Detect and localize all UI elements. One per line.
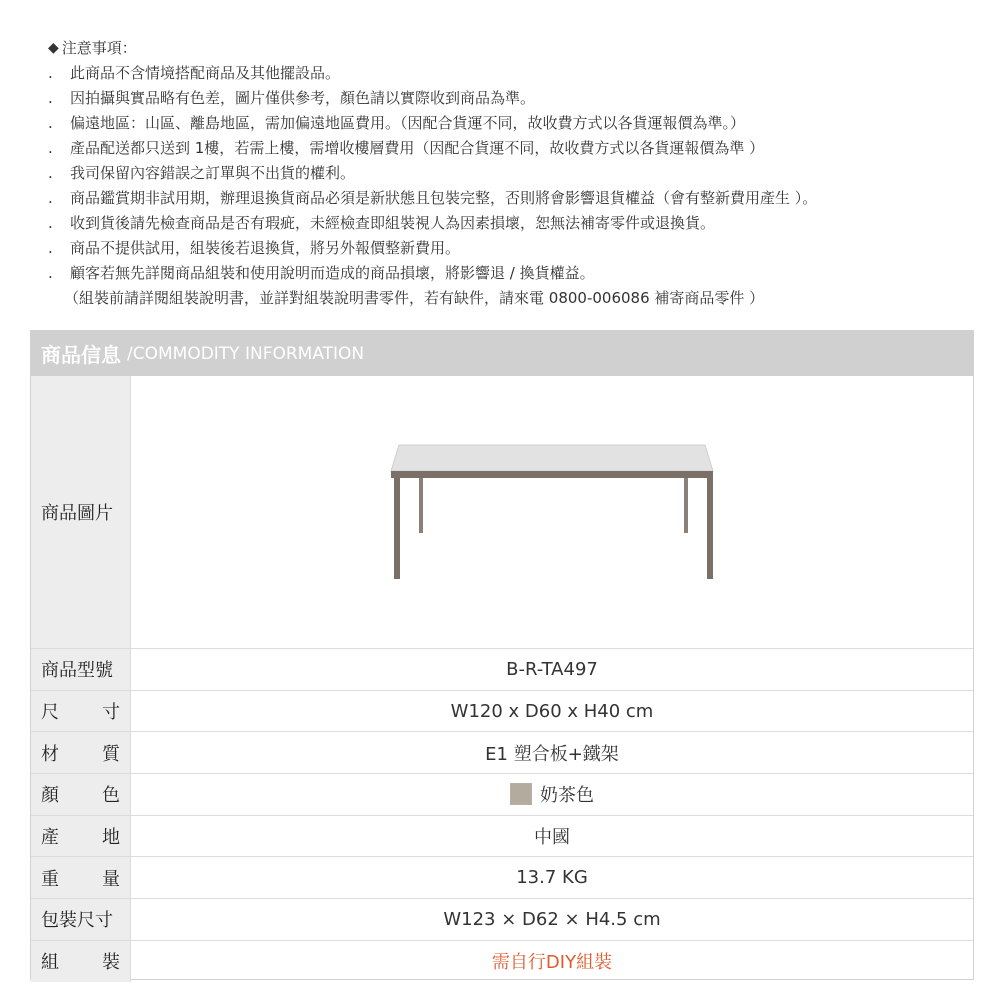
- list-item: . 此商品不含情境搭配商品及其他擺設品。: [48, 64, 341, 82]
- list-item: . 商品不提供試用，組裝後若退換貨，將另外報價整新費用。: [48, 239, 461, 257]
- table-row: [31, 940, 973, 982]
- info-subtitle: /COMMODITY INFORMATION: [127, 343, 365, 364]
- list-item: . 產品配送都只送到 1樓，若需上樓，需增收樓層費用（因配合貨運不同，故收費方式以各貨運報價為準 ）: [48, 139, 765, 157]
- product-image: [131, 376, 973, 648]
- table-row: [31, 898, 973, 940]
- model-value: B-R-TA497: [506, 658, 598, 680]
- origin-value: 中國: [534, 827, 570, 849]
- table-row: [31, 648, 973, 690]
- table-leg-front-right: [707, 478, 713, 579]
- list-item: . 收到貨後請先檢查商品是否有瑕疵，未經檢查即組裝視人為因素損壞，恕無法補寄零件或退換貨。: [48, 214, 716, 232]
- row-label: 顏 色: [31, 774, 131, 815]
- table-leg-front-left: [394, 478, 400, 579]
- list-item: . 因拍攝與實品略有色差，圖片僅供參考，顏色請以實際收到商品為準。: [48, 89, 536, 107]
- row-label: 重 量: [31, 857, 131, 898]
- list-item: . 顧客若無先詳閱商品組裝和使用說明而造成的商品損壞，將影響退 / 換貨權益。: [48, 264, 595, 282]
- table-row: [31, 731, 973, 773]
- row-label: 材 質: [31, 732, 131, 773]
- info-header: [31, 331, 973, 376]
- row-label: 商品圖片: [31, 376, 131, 648]
- color-value: 奶茶色: [131, 774, 973, 815]
- row-label: 產 地: [31, 816, 131, 857]
- list-item: . 我司保留內容錯誤之訂單與不出貨的權利。: [48, 164, 356, 182]
- row-label: 組 裝: [31, 941, 131, 982]
- row-label: 包裝尺寸: [31, 899, 131, 940]
- assembly-value: 需自行DIY組裝: [491, 952, 613, 974]
- color-swatch: [510, 783, 532, 805]
- weight-value: 13.7 KG: [516, 867, 588, 889]
- info-title: 商品信息: [41, 343, 121, 367]
- table-top: [391, 445, 713, 471]
- notes-heading: [48, 36, 988, 61]
- table-row: [31, 856, 973, 898]
- notes-section: [48, 36, 988, 311]
- package-size-value: W123 × D62 × H4.5 cm: [443, 908, 661, 930]
- material-value: E1 塑合板+鐵架: [485, 743, 619, 765]
- table-row: [31, 815, 973, 857]
- coffee-table-image: [387, 437, 717, 587]
- diamond-icon: ◆: [48, 40, 59, 56]
- table-leg-back-left: [419, 478, 423, 533]
- table-leg-back-right: [684, 478, 688, 533]
- notes-heading-text: 注意事項：: [61, 39, 137, 57]
- list-item: . 商品鑑賞期非試用期，辦理退換貨商品必須是新狀態且包裝完整，否則將會影響退貨權益（會有整新費用產生 ）。: [48, 189, 818, 207]
- list-item: . 偏遠地區：山區、離島地區，需加偏遠地區費用。（因配合貨運不同，故收費方式以各貨運報價為準。）: [48, 114, 746, 132]
- table-row: [31, 376, 973, 648]
- table-apron: [391, 471, 713, 478]
- row-label: 商品型號: [31, 649, 131, 690]
- row-label: 尺 寸: [31, 691, 131, 732]
- size-value: W120 x D60 x H40 cm: [450, 700, 654, 722]
- table-row: [31, 690, 973, 732]
- table-row: [31, 773, 973, 815]
- commodity-info-table: [30, 330, 974, 980]
- notes-footer: （組裝前請詳閱組裝說明書，並詳對組裝說明書零件，若有缺件，請來電 0800-006086 補寄商品零件 ）: [64, 289, 765, 307]
